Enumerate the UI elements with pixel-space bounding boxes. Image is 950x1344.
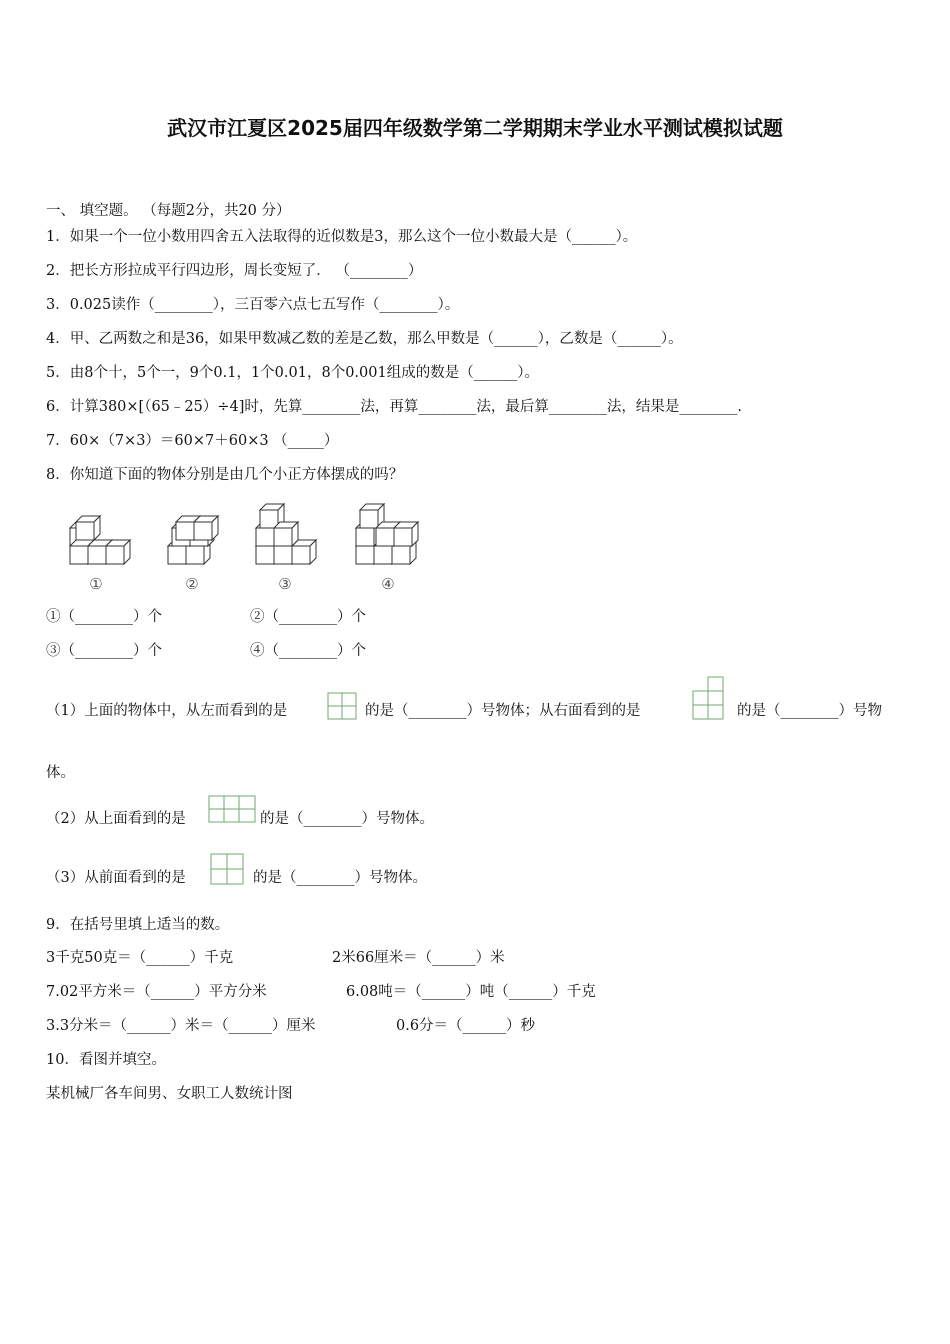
question-8: 8．你知道下面的物体分别是由几个小正方体摆成的吗？: [46, 467, 404, 483]
count-line-4: ④（________）个: [250, 643, 366, 659]
sub1-text-d: 体。: [46, 765, 75, 781]
section-heading: 一、 填空题。 （每题2分，共20 分）: [46, 203, 291, 219]
grid-column-icon: [692, 676, 726, 722]
sub3-text-b: 的是（________）号物体。: [253, 870, 427, 886]
figure-label-1: ①: [89, 575, 103, 593]
sub3-text-a: （3）从前面看到的是: [46, 870, 186, 886]
question-1: 1．如果一个一位小数用四舍五入法取得的近似数是3，那么这个一位小数最大是（______）。: [46, 229, 638, 245]
count-line-3: ③（________）个: [46, 643, 162, 659]
page-title: 武汉市江夏区2025届四年级数学第二学期期末学业水平测试模拟试题: [167, 116, 783, 140]
sub2-text-b: 的是（________）号物体。: [260, 811, 434, 827]
count-line-2: ②（________）个: [250, 609, 366, 625]
question-3: 3．0.025读作（________），三百零六点七五写作（________）。: [46, 297, 460, 313]
q9-row3-left: 3.3分米＝（______）米＝（______）厘米: [46, 1018, 316, 1034]
count-line-1: ①（________）个: [46, 609, 162, 625]
question-7: 7．60×（7×3）＝60×7＋60×3 （_____）: [46, 433, 339, 449]
grid-3x2-icon: [208, 795, 258, 825]
question-6: 6．计算380×[（65﹣25）÷4]时，先算________法，再算________法，最后算________法，结果是________.: [46, 399, 742, 415]
question-10: 10．看图并填空。: [46, 1052, 166, 1068]
q9-row2-left: 7.02平方米＝（______）平方分米: [46, 984, 267, 1000]
sub1-text-a: （1）上面的物体中，从左而看到的是: [46, 703, 288, 719]
q9-row2-right: 6.08吨＝（______）吨（______）千克: [346, 984, 596, 1000]
figure-label-2: ②: [185, 575, 199, 593]
grid-2x2-front-icon: [210, 853, 246, 887]
q9-row1-right: 2米66厘米＝（______）米: [332, 950, 505, 966]
question-2: 2．把长方形拉成平行四边形，周长变短了． （________）: [46, 263, 423, 279]
question-5: 5．由8个十，5个一，9个0.1，1个0.01，8个0.001组成的数是（______）。: [46, 365, 539, 381]
sub2-text-a: （2）从上面看到的是: [46, 811, 186, 827]
figure-label-3: ③: [278, 575, 292, 593]
cube-figure-1: [70, 516, 130, 564]
q9-row1-left: 3千克50克＝（______）千克: [46, 950, 234, 966]
chart-caption: 某机械厂各车间男、女职工人数统计图: [46, 1086, 293, 1102]
sub1-text-c: 的是（________）号物: [737, 703, 882, 719]
q9-row3-right: 0.6分＝（______）秒: [396, 1018, 536, 1034]
cube-figure-4: [356, 504, 418, 564]
question-9: 9．在括号里填上适当的数。: [46, 917, 230, 933]
question-4: 4．甲、乙两数之和是36，如果甲数减乙数的差是乙数，那么甲数是（______），乙数是（______）。: [46, 331, 683, 347]
figure-label-4: ④: [381, 575, 395, 593]
cube-figure-3: [256, 504, 316, 564]
cube-figure-2: [168, 516, 218, 564]
sub1-text-b: 的是（________）号物体；从右面看到的是: [365, 703, 641, 719]
grid-2x2-icon: [327, 692, 359, 722]
